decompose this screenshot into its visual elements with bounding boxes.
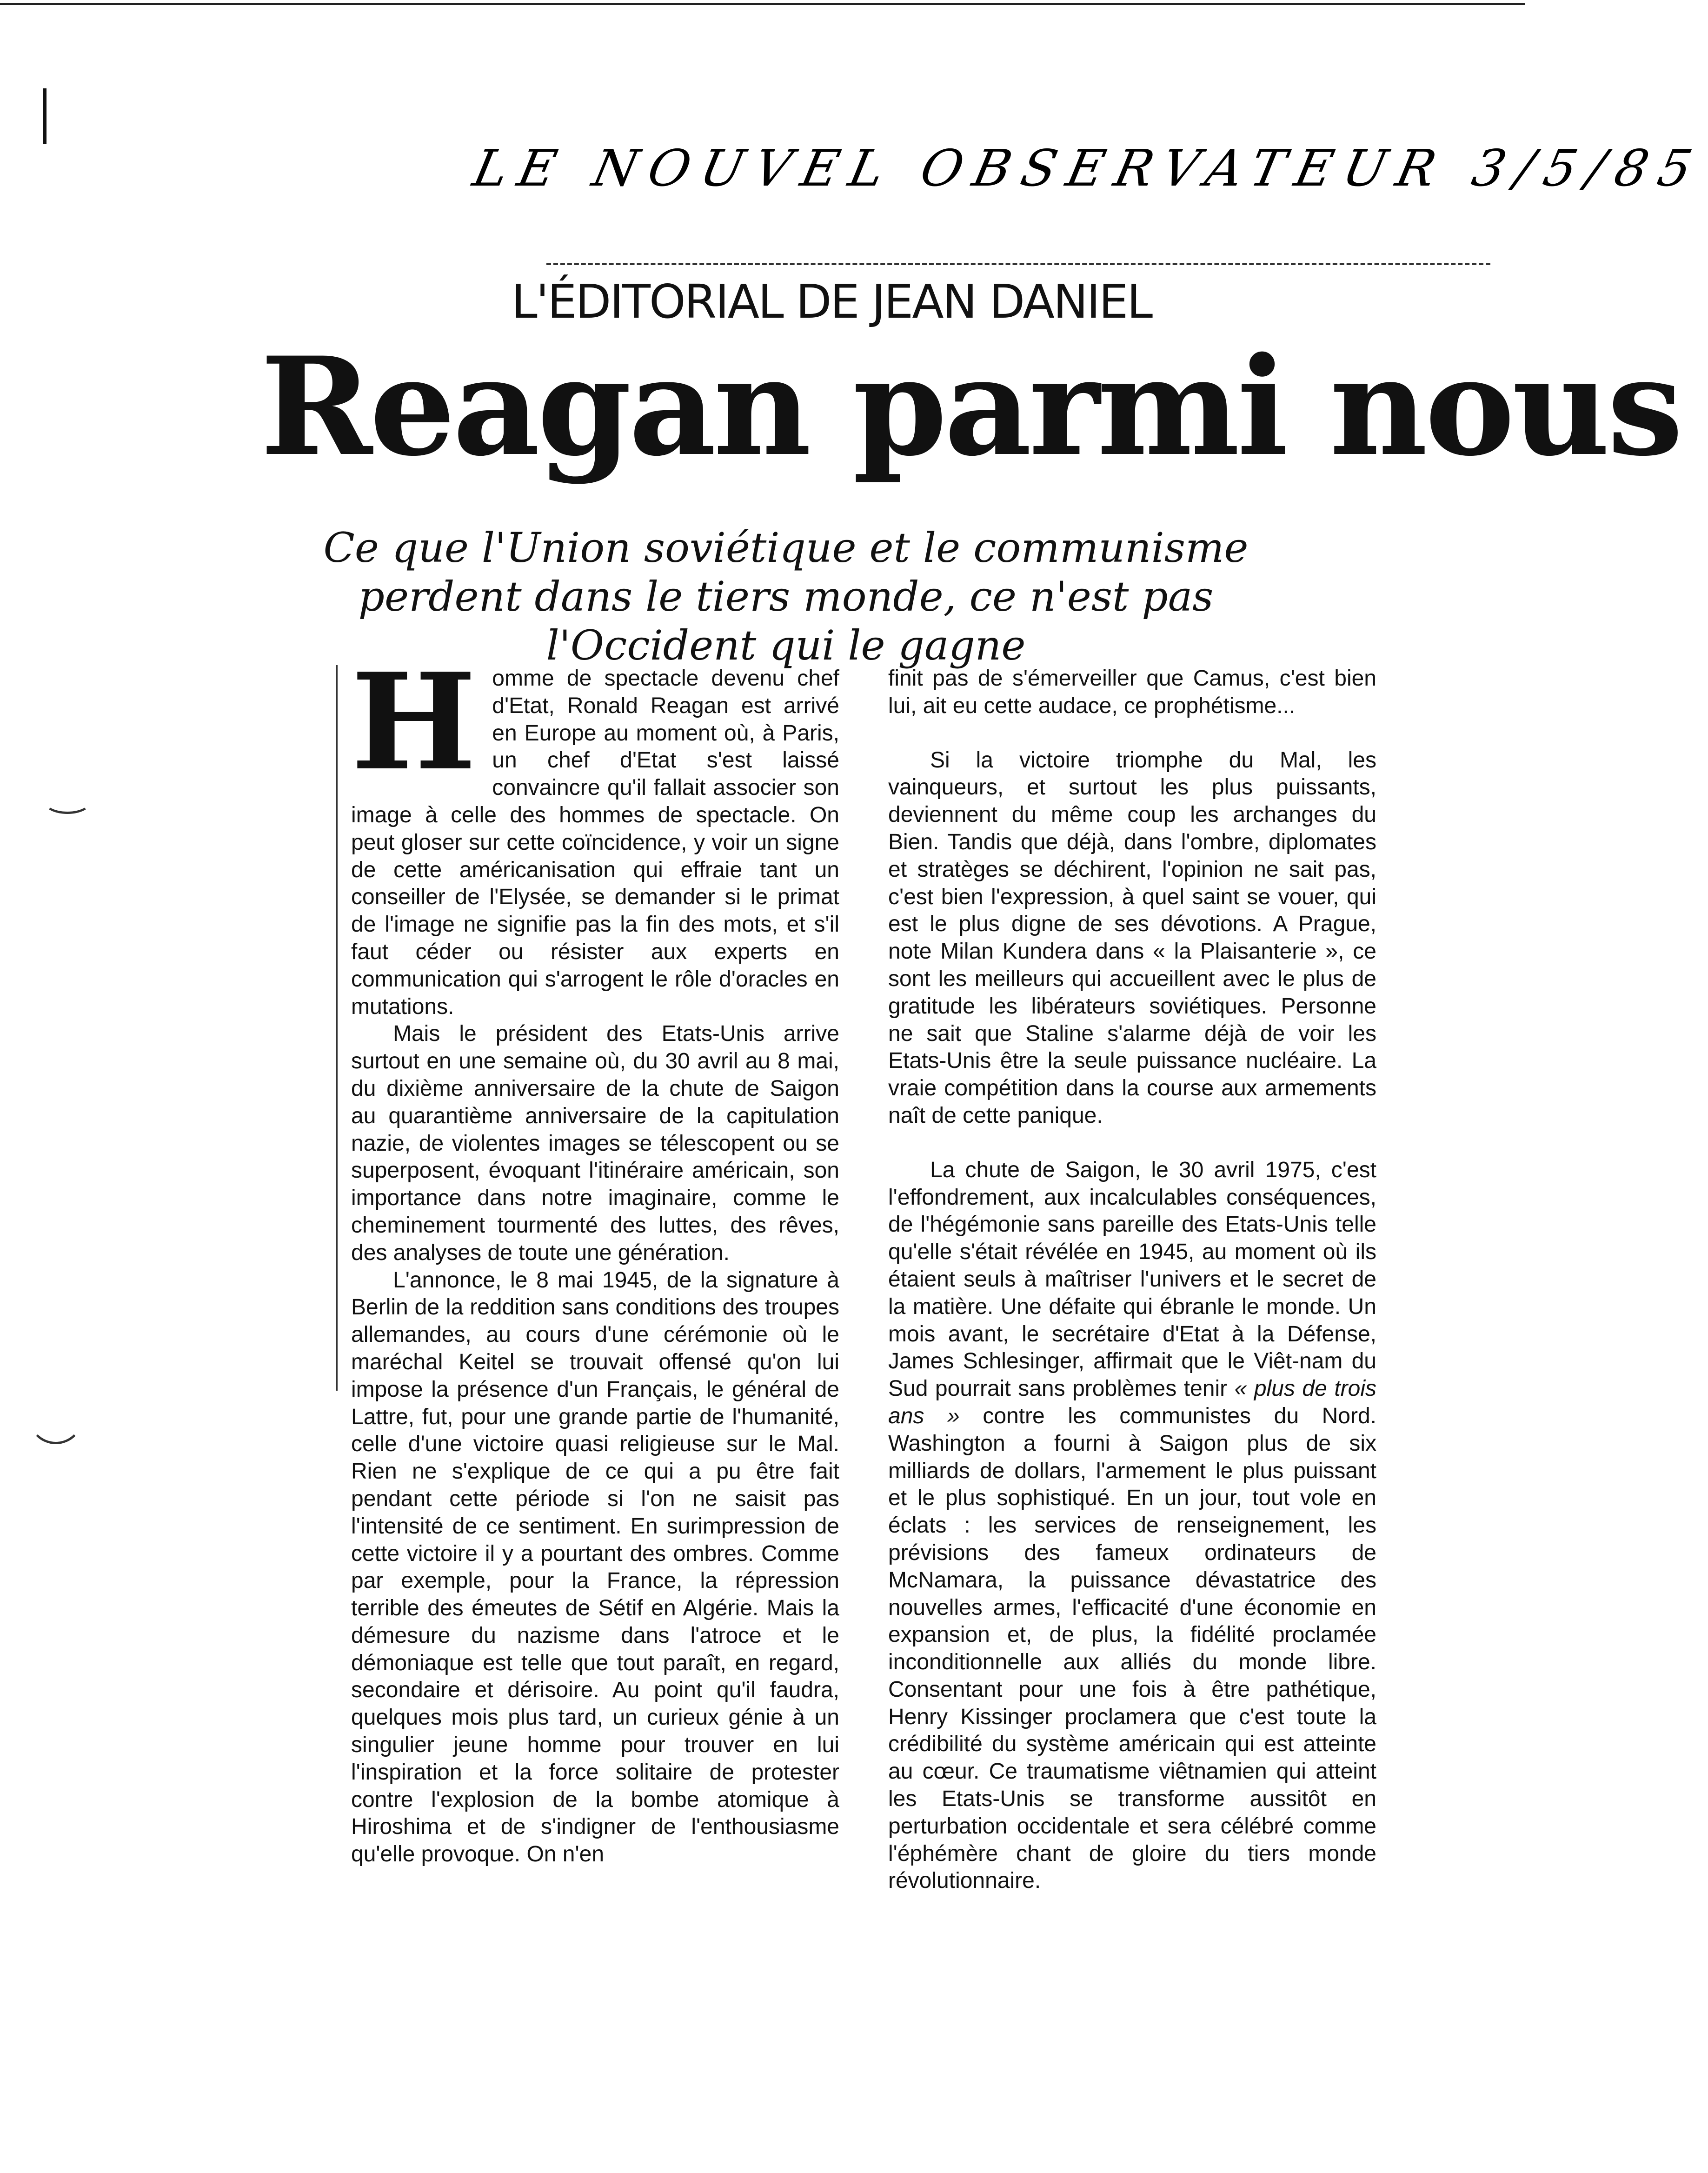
column-rule <box>336 665 338 1391</box>
hole-punch-mark <box>28 1388 84 1444</box>
top-scan-edge-line <box>0 3 1525 5</box>
paragraph-text: contre les communistes du Nord. Washington a fourni à Saigon plus de six milliards de dollars, l'armement le plus puissant et le plus sophistiqué. En un jour, tout vole en éclats : les services de renseignement, les prévisions des fameux ordinateurs de McNamara, la puissance dévastatrice des nouvelles armes, l'efficacité d'une économie en expansion et, de plus, la fidélité proclamée inconditionnelle aux alliés du monde libre. Consentant pour une fois à être pathétique, Henry Kissinger proclamera que c'est toute la crédibilité du système américain qui est atteinte au cœur. Ce traumatisme viêtnamien qui atteint les Etats-Unis se transforme aussitôt en perturbation occidentale et sera célébré comme l'éphémère chant de gloire du tiers monde révolutionnaire. <box>888 1403 1377 1893</box>
drop-cap: H <box>351 644 477 800</box>
article-paragraph <box>888 1157 1376 1895</box>
article-paragraph: Mais le président des Etats-Unis arrive surtout en une semaine où, du 30 avril au 8 mai, du dixième anniversaire de la chute de Saigon au quarantième anniversaire de la capitulation nazie, de violentes images se télescopent ou se superposent, évoquant l'itinéraire américain, son importance dans notre imaginaire, comme le cheminement tourmenté des luttes, des rêves, des analyses de toute une génération. <box>351 1021 839 1265</box>
article-column-1 <box>351 644 839 1868</box>
headline: Reagan parmi nous <box>260 328 1681 486</box>
quoted-phrase: « plus de trois ans » <box>888 1376 1377 1428</box>
scan-artifact-mark <box>43 88 47 144</box>
article-column-2 <box>888 665 1376 1895</box>
dashed-divider <box>546 263 1490 265</box>
handwritten-source-note: LE NOUVEL OBSERVATEUR 3/5/85 <box>468 140 1708 198</box>
hole-punch-mark <box>44 791 91 814</box>
paragraph-text: omme de spectacle devenu chef d'Etat, Ronald Reagan est arrivé en Europe au moment où, à Paris, un chef d'Etat s'est laissé convaincre qu'il fallait associer son image à celle des hommes de spectacle. On peut gloser sur cette coïncidence, y voir un signe de cette américanisation qui effraie tant un conseiller de l'Elysée, se demander si le primat de l'image ne signifie pas la fin des mots, et s'il faut céder ou résister aux experts en communication qui s'arrogent le rôle d'oracles en mutations. <box>351 666 839 1019</box>
editorial-rubric: L'ÉDITORIAL DE JEAN DANIEL <box>512 274 1152 329</box>
article-paragraph <box>351 644 839 1020</box>
article-paragraph: finit pas de s'émerveiller que Camus, c'est bien lui, ait eu cette audace, ce prophétisme... <box>888 666 1376 718</box>
article-paragraph: Si la victoire triomphe du Mal, les vainqueurs, et surtout les plus puissants, deviennent du même coup les archanges du Bien. Tandis que déjà, dans l'ombre, diplomates et stratèges se déchirent, l'opinion ne sait pas, c'est bien l'expression, à quel saint se vouer, qui est le plus digne de ses dévotions. A Prague, note Milan Kundera dans « la Plaisanterie », ce sont les meilleurs qui accueillent avec le plus de gratitude les libérateurs soviétiques. Personne ne sait que Staline s'alarme déjà de voir les Etats-Unis être la seule puissance nucléaire. La vraie compétition dans la course aux armements naît de cette panique. <box>888 747 1376 1128</box>
paragraph-text: La chute de Saigon, le 30 avril 1975, c'est l'effondrement, aux incalculables conséquences, de l'hégémonie sans pareille des Etats-Unis telle qu'elle s'était révélée en 1945, au moment où ils étaient seuls à maîtriser l'univers et le secret de la matière. Une défaite qui ébranle le monde. Un mois avant, le secrétaire d'Etat à la Défense, James Schlesinger, affirmait que le Viêt-nam du Sud pourrait sans problèmes tenir <box>888 1157 1376 1401</box>
subheadline: Ce que l'Union soviétique et le communisme perdent dans le tiers monde, ce n'est pas l'Occident qui le gagne <box>323 524 1249 669</box>
article-paragraph: L'annonce, le 8 mai 1945, de la signature à Berlin de la reddition sans conditions des troupes allemandes, au cours d'une cérémonie où le maréchal Keitel se trouvait offensé qu'on lui impose la présence d'un Français, le général de Lattre, fut, pour une grande partie de l'humanité, celle d'une victoire quasi religieuse sur le Mal. Rien ne s'explique de ce qui a pu être fait pendant cette période si l'on ne saisit pas l'intensité de ce sentiment. En surimpression de cette victoire il y a pourtant des ombres. Comme par exemple, pour la France, la répression terrible des émeutes de Sétif en Algérie. Mais la démesure du nazisme dans l'atroce et le démoniaque est telle que tout paraît, en regard, secondaire et dérisoire. Au point qu'il faudra, quelques mois plus tard, un curieux génie à un singulier jeune homme pour trouver en lui l'inspiration et la force solitaire de protester contre l'explosion de la bombe atomique à Hiroshima et de s'indigner de l'enthousiasme qu'elle provoque. On n'en <box>351 1267 839 1867</box>
